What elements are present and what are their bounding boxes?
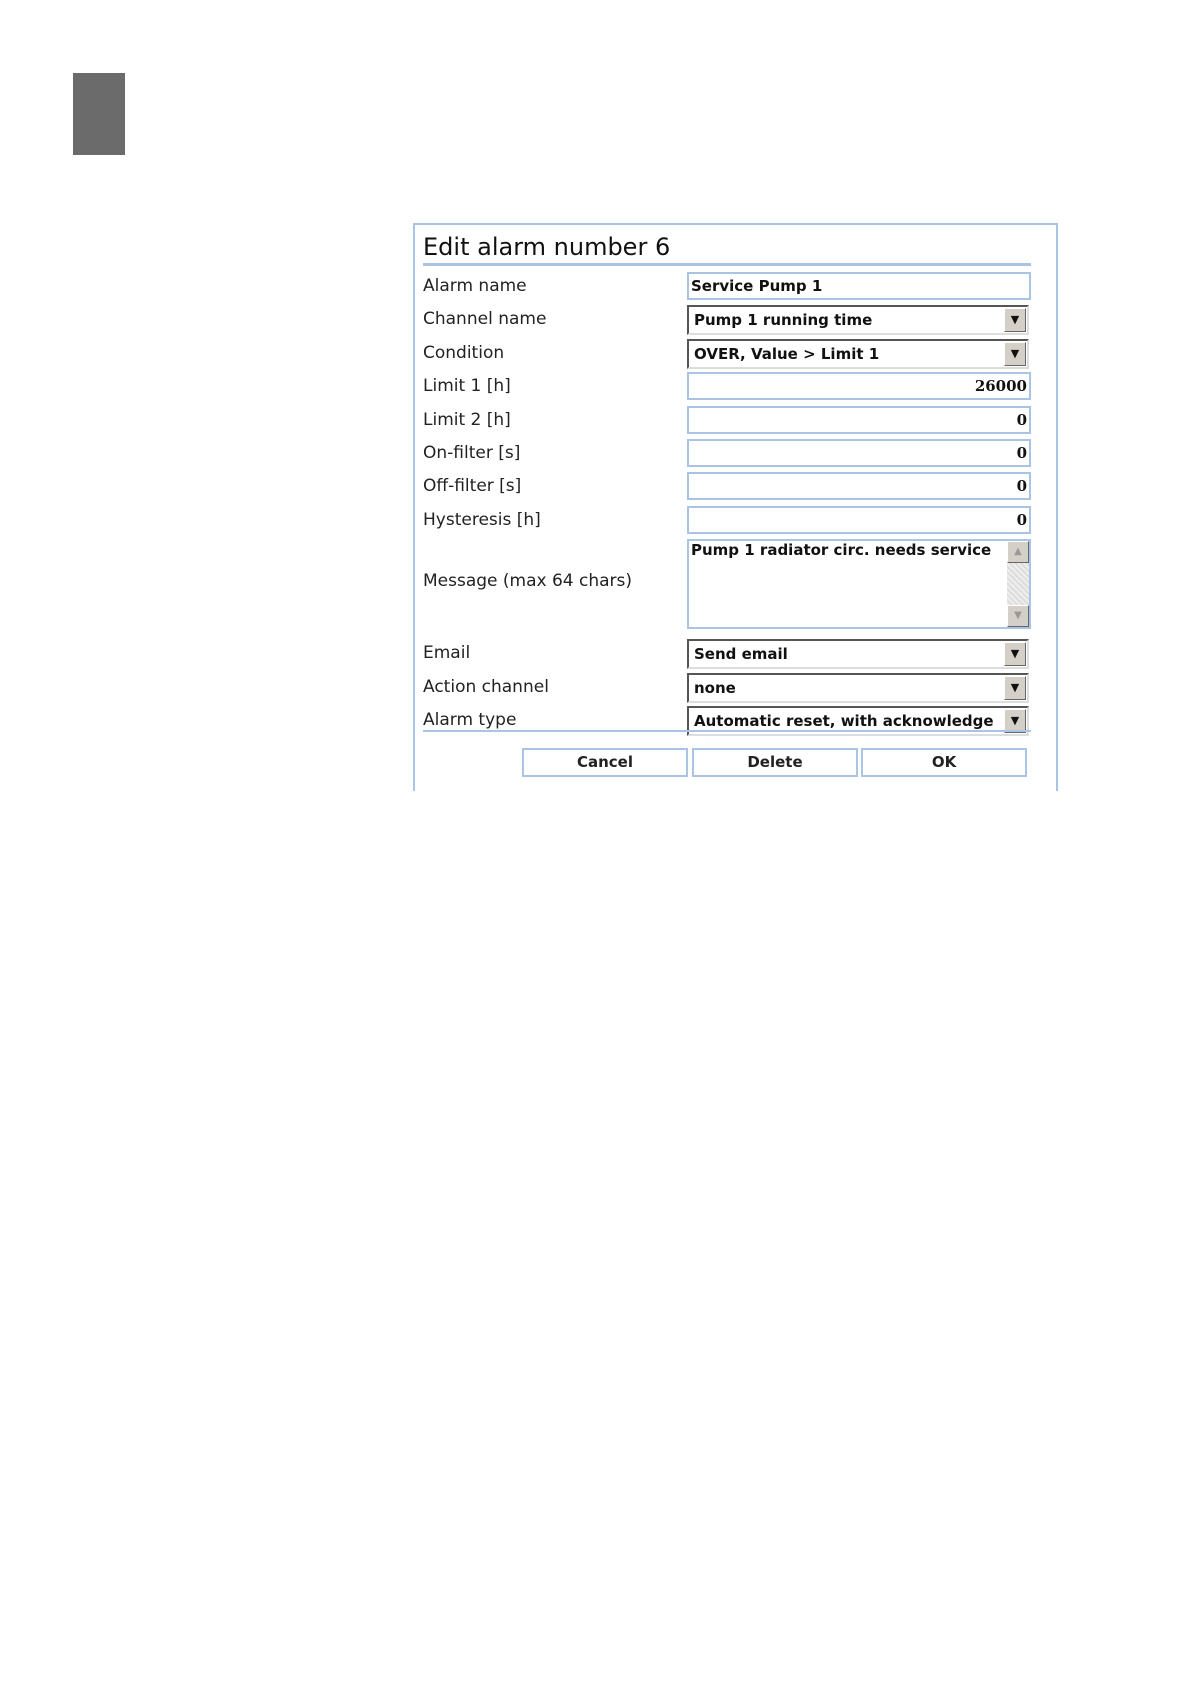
label: Limit 2 [h] — [423, 410, 511, 430]
label: Message (max 64 chars) — [423, 571, 633, 591]
label: Off-filter [s] — [423, 476, 522, 496]
label: On-filter [s] — [423, 443, 521, 463]
chevron-down-icon[interactable]: ▼ — [1004, 308, 1026, 332]
dialog-title: Edit alarm number 6 — [423, 233, 671, 261]
off-filter-input[interactable]: 0 — [687, 472, 1031, 500]
limit1-input[interactable]: 26000 — [687, 372, 1031, 400]
channel-name-select[interactable] — [687, 305, 1029, 335]
value: Pump 1 running time — [694, 311, 873, 329]
row-channel-name — [423, 305, 1031, 335]
chevron-down-icon[interactable]: ▼ — [1004, 342, 1026, 366]
label: Action channel — [423, 677, 549, 697]
alarm-name-input[interactable]: Service Pump 1 — [687, 272, 1031, 300]
delete-button[interactable]: Delete — [692, 748, 858, 777]
value: Send email — [694, 645, 788, 663]
edit-alarm-dialog — [413, 223, 1058, 791]
value: none — [694, 679, 736, 697]
action-channel-select[interactable] — [687, 673, 1029, 703]
value: Automatic reset, with acknowledge — [694, 712, 994, 730]
row-action-channel — [423, 673, 1031, 703]
label: Alarm type — [423, 710, 517, 730]
row-email — [423, 639, 1031, 669]
on-filter-input[interactable]: 0 — [687, 439, 1031, 467]
limit2-input[interactable]: 0 — [687, 406, 1031, 434]
scrollbar[interactable] — [1007, 541, 1029, 627]
label: Condition — [423, 343, 505, 363]
label: Limit 1 [h] — [423, 376, 511, 396]
divider — [423, 263, 1031, 266]
email-select[interactable] — [687, 639, 1029, 669]
row-limit2 — [423, 406, 1031, 436]
message-textarea[interactable] — [687, 539, 1031, 629]
scroll-up-icon[interactable]: ▲ — [1007, 541, 1029, 563]
row-off-filter — [423, 472, 1031, 502]
label: Alarm name — [423, 276, 527, 296]
section-tab-marker — [73, 73, 125, 155]
row-alarm-name — [423, 272, 1031, 302]
row-limit1 — [423, 372, 1031, 402]
ok-button[interactable]: OK — [861, 748, 1027, 777]
label: Channel name — [423, 309, 547, 329]
value: OVER, Value > Limit 1 — [694, 345, 880, 363]
row-message — [423, 539, 1031, 629]
row-hysteresis — [423, 506, 1031, 536]
cancel-button[interactable]: Cancel — [522, 748, 688, 777]
hysteresis-input[interactable]: 0 — [687, 506, 1031, 534]
scroll-down-icon[interactable]: ▼ — [1007, 605, 1029, 627]
label: Hysteresis [h] — [423, 510, 541, 530]
row-condition — [423, 339, 1031, 369]
chevron-down-icon[interactable]: ▼ — [1004, 709, 1026, 733]
label: Email — [423, 643, 471, 663]
chevron-down-icon[interactable]: ▼ — [1004, 676, 1026, 700]
value: Pump 1 radiator circ. needs service — [691, 541, 992, 559]
chevron-down-icon[interactable]: ▼ — [1004, 642, 1026, 666]
row-on-filter — [423, 439, 1031, 469]
condition-select[interactable] — [687, 339, 1029, 369]
divider — [423, 730, 1031, 732]
